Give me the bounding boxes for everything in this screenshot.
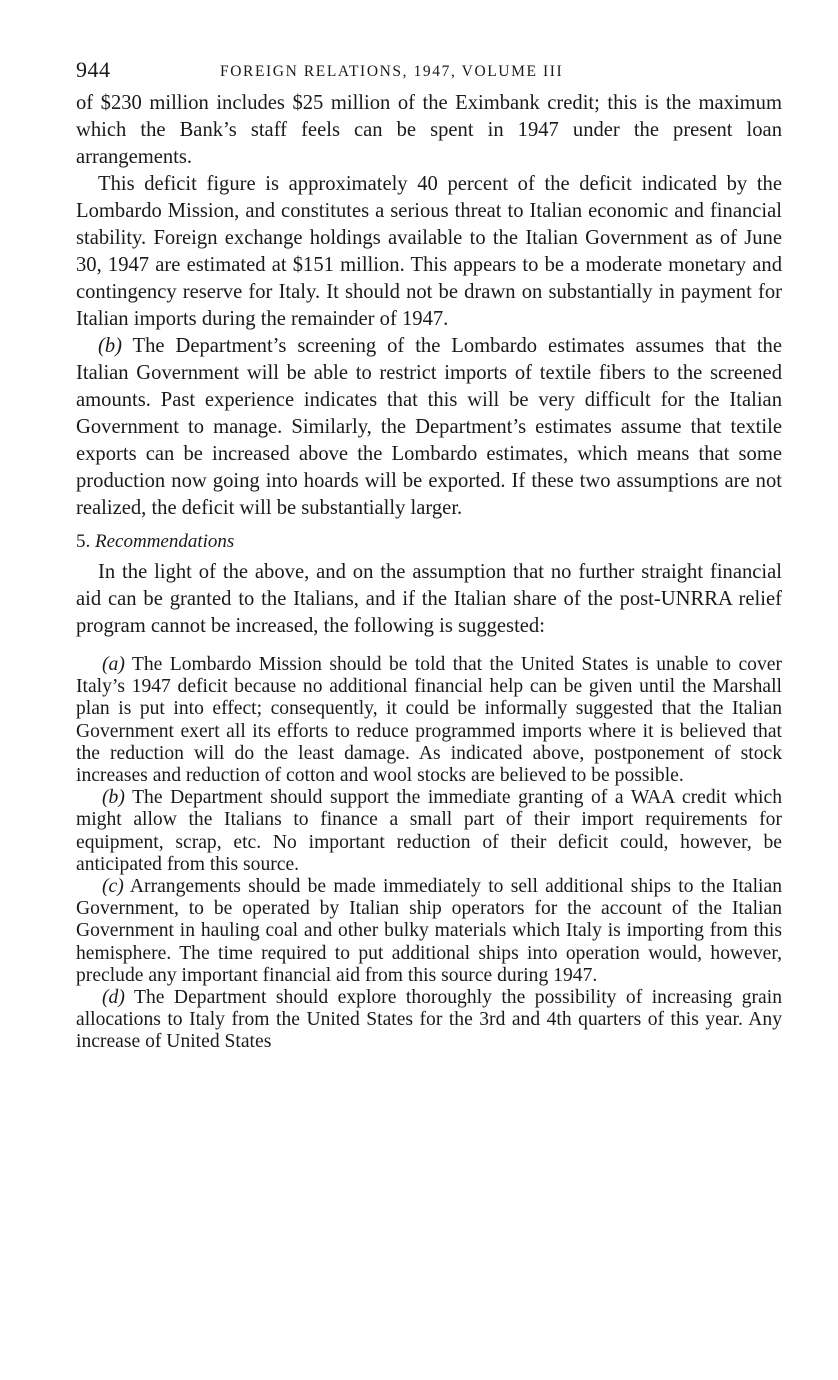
paragraph-continuation (76, 90, 782, 171)
paragraph-text: In the light of the above, and on the assumption that no further straight financial aid can be granted to the Italians, and if the Italian share of the post-UNRRA relief program cannot be increased, the following is suggested: (76, 561, 782, 637)
recommendation-text: Arrangements should be made immediately to sell additional ships to the Italian Government, to be operated by Italian ship operators for the account of the Italian Government in hauling coal and other bulky materials which Italy is importing from this hemisphere. The time required to put additional ships into operation would, however, preclude any important financial aid from this source during 1947. (76, 876, 782, 986)
paragraph-b-screening (76, 333, 782, 522)
recommendation-b (76, 787, 782, 876)
recommendation-c (76, 876, 782, 987)
recommendation-text: The Lombardo Mission should be told that the United States is unable to cover Italy’s 1947 deficit because no additional financial help can be given until the Marshall plan is put into effect; consequently, it could be informally suggested that the Italian Government exert all its efforts to reduce programmed imports where it is believed that the reduction will do the least damage. As indicated above, postponement of stock increases and reduction of cotton and wool stocks are believed to be possible. (76, 654, 782, 787)
recommendation-label: (a) (102, 654, 125, 675)
recommendation-label: (c) (102, 876, 124, 898)
paragraph-label: (b) (98, 335, 123, 357)
document-page (76, 56, 782, 1054)
recommendation-d (76, 987, 782, 1054)
section-title: Recommendations (95, 531, 235, 552)
recommendation-text: The Department should explore thoroughly the possibility of increasing grain allocations to Italy from the United States for the 3rd and 4th quarters of this year. Any increase of United States (76, 987, 782, 1053)
running-head-title: FOREIGN RELATIONS, 1947, VOLUME III (220, 63, 564, 80)
body-text (76, 90, 782, 640)
page-number: 944 (76, 57, 111, 82)
running-head (76, 56, 782, 84)
paragraph-text: The Department’s screening of the Lombardo estimates assumes that the Italian Government will be able to restrict imports of textile fibers to the screened amounts. Past experience indicates that this will be very difficult for the Italian Government to manage. Similarly, the Department’s estimates assume that textile exports can be increased above the Lombardo estimates, which means that some production now going into hoards will be exported. If these two assumptions are not realized, the deficit will be substantially larger. (76, 335, 782, 519)
section-number: 5. (76, 531, 91, 552)
recommendation-label: (b) (102, 787, 125, 809)
paragraph-intro (76, 559, 782, 640)
recommendation-label: (d) (102, 987, 125, 1009)
recommendation-a (76, 654, 782, 787)
recommendation-text: The Department should support the immediate granting of a WAA credit which might allow the Italians to finance a small part of their import requirements for equipment, scrap, etc. No important reduction of their deficit could, however, be anticipated from this source. (76, 787, 782, 875)
paragraph-text: This deficit figure is approximately 40 percent of the deficit indicated by the Lombardo Mission, and constitutes a serious threat to Italian economic and financial stability. Foreign exchange holdings available to the Italian Government as of June 30, 1947 are estimated at $151 million. This appears to be a moderate monetary and contingency reserve for Italy. It should not be drawn on substantially in payment for Italian imports during the remainder of 1947. (76, 173, 782, 330)
paragraph-deficit (76, 171, 782, 333)
section-heading (76, 528, 782, 555)
paragraph-text: of $230 million includes $25 million of the Eximbank credit; this is the maximum which the Bank’s staff feels can be spent in 1947 under the present loan arrangements. (76, 92, 782, 168)
recommendations-list (76, 654, 782, 1054)
